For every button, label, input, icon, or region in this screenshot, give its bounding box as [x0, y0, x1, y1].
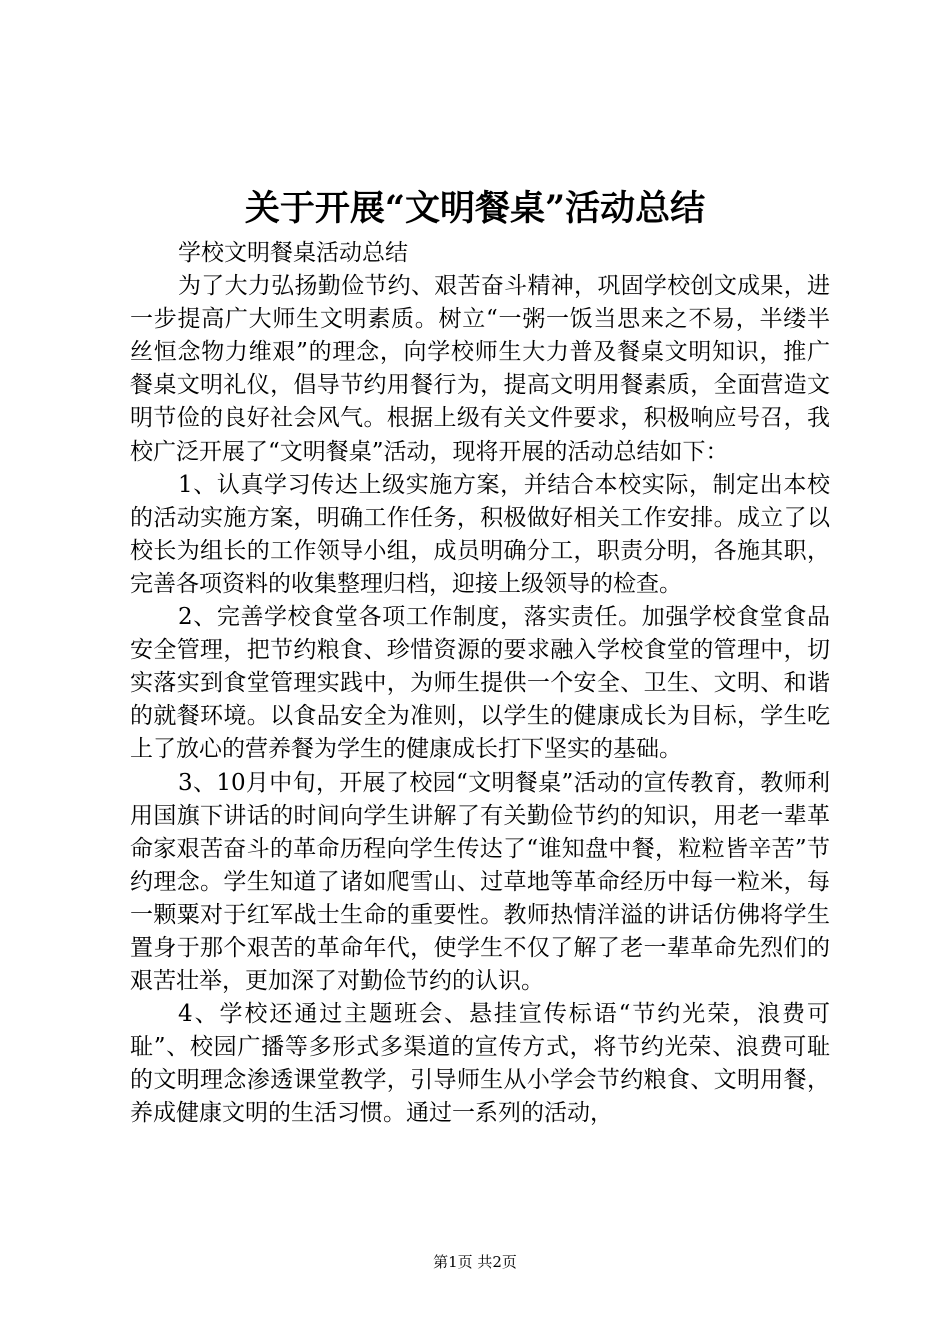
document-body	[130, 237, 830, 1131]
item-1-paragraph: 1、认真学习传达上级实施方案，并结合本校实际，制定出本校的活动实施方案，明确工作任务，积极做好相关工作安排。成立了以校长为组长的工作领导小组，成员明确分工，职责分明，各施其职，完善各项资料的收集整理归档，迎接上级领导的检查。	[130, 471, 830, 597]
page-number-footer: 第1页 共2页	[433, 1253, 517, 1271]
intro-paragraph: 为了大力弘扬勤俭节约、艰苦奋斗精神，巩固学校创文成果，进一步提高广大师生文明素质。树立“一粥一饭当思来之不易，半缕半丝恒念物力维艰”的理念，向学校师生大力普及餐桌文明知识，推广餐桌文明礼仪，倡导节约用餐行为，提高文明用餐素质，全面营造文明节俭的良好社会风气。根据上级有关文件要求，积极响应号召，我校广泛开展了“文明餐桌”活动，现将开展的活动总结如下：	[130, 273, 830, 465]
subtitle-paragraph: 学校文明餐桌活动总结	[178, 240, 408, 266]
item-3-paragraph: 3、10月中旬，开展了校园“文明餐桌”活动的宣传教育，教师利用国旗下讲话的时间向学生讲解了有关勤俭节约的知识，用老一辈革命家艰苦奋斗的革命历程向学生传达了“谁知盘中餐，粒粒皆辛苦”节约理念。学生知道了诸如爬雪山、过草地等革命经历中每一粒米，每一颗粟对于红军战士生命的重要性。教师热情洋溢的讲话仿佛将学生置身于那个艰苦的革命年代，使学生不仅了解了老一辈革命先烈们的艰苦壮举，更加深了对勤俭节约的认识。	[130, 769, 830, 995]
document-title: 关于开展“文明餐桌”活动总结	[244, 188, 706, 229]
item-4-paragraph: 4、学校还通过主题班会、悬挂宣传标语“节约光荣，浪费可耻”、校园广播等多形式多渠道的宣传方式，将节约光荣、浪费可耻的文明理念渗透课堂教学，引导师生从小学会节约粮食、文明用餐，养成健康文明的生活习惯。通过一系列的活动，	[130, 1001, 830, 1127]
item-2-paragraph: 2、完善学校食堂各项工作制度，落实责任。加强学校食堂食品安全管理，把节约粮食、珍惜资源的要求融入学校食堂的管理中，切实落实到食堂管理实践中，为师生提供一个安全、卫生、文明、和谐的就餐环境。以食品安全为准则，以学生的健康成长为目标，学生吃上了放心的营养餐为学生的健康成长打下坚实的基础。	[130, 604, 830, 763]
